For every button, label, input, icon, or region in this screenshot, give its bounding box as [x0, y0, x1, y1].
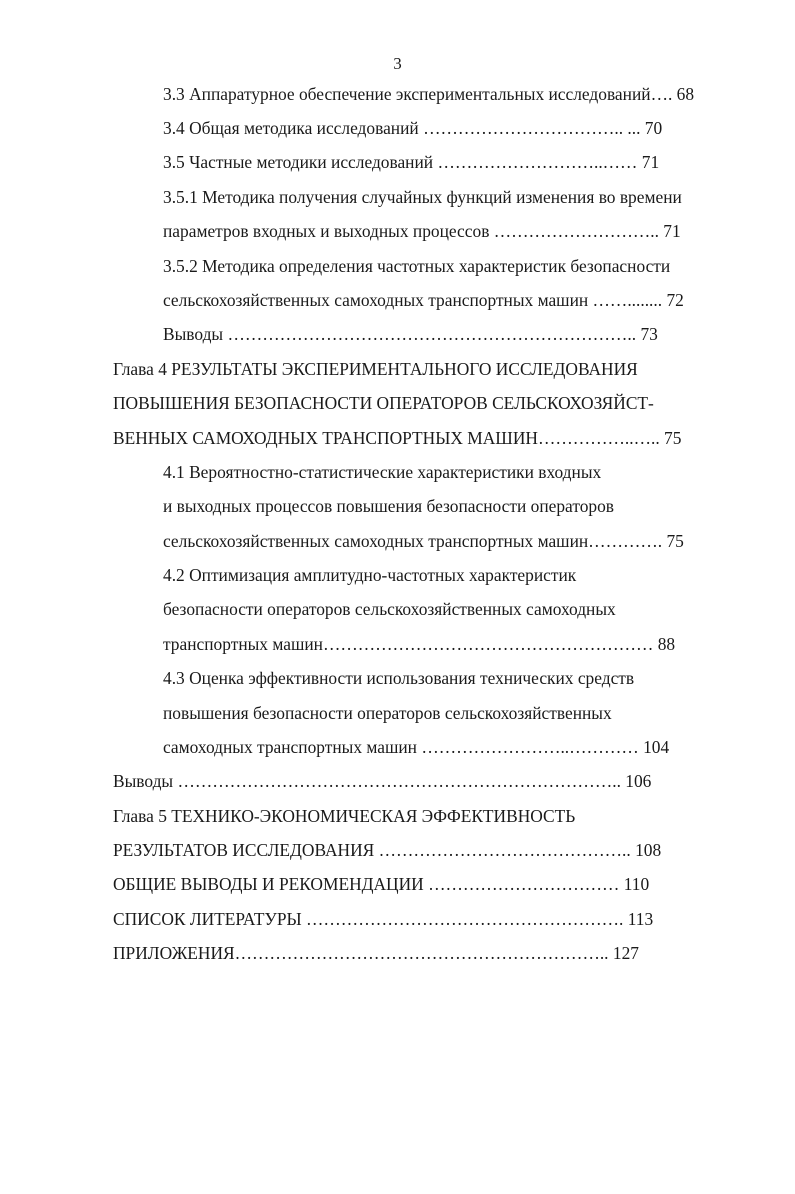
toc-entry-chapter-5-line2: РЕЗУЛЬТАТОВ ИССЛЕДОВАНИЯ …………………………………….. 108 [113, 840, 662, 860]
toc-entry-3-5-2-line1: 3.5.2 Методика определения частотных характеристик безопасности [163, 256, 671, 276]
toc-entry-4-2-line3: транспортных машин………………………………………………… 88 [163, 634, 676, 654]
toc-entry-general-conclusions: ОБЩИЕ ВЫВОДЫ И РЕКОМЕНДАЦИИ …………………………… 110 [113, 874, 650, 894]
toc-entry-3-5-1-line2: параметров входных и выходных процессов ……………………….. 71 [163, 221, 681, 241]
toc-entry-4-1-line2: и выходных процессов повышения безопасности операторов [163, 496, 614, 516]
toc-entry-4-2-line1: 4.2 Оптимизация амплитудно-частотных характеристик [163, 565, 577, 585]
toc-entry-4-3-line2: повышения безопасности операторов сельскохозяйственных [163, 703, 612, 723]
toc-entry-chapter-5-line1: Глава 5 ТЕХНИКО-ЭКОНОМИЧЕСКАЯ ЭФФЕКТИВНОСТЬ [113, 806, 576, 826]
toc-entry-4-3-line3: самоходных транспортных машин ……………………..………… 104 [163, 737, 670, 757]
toc-entry-bibliography: СПИСОК ЛИТЕРАТУРЫ ………………………………………………. 113 [113, 909, 654, 929]
toc-entry-4-1-line1: 4.1 Вероятностно-статистические характеристики входных [163, 462, 602, 482]
toc-entry-3-5: 3.5 Частные методики исследований ………………………..…… 71 [163, 152, 660, 172]
toc-entry-appendices: ПРИЛОЖЕНИЯ……………………………………………………….. 127 [113, 943, 639, 963]
toc-entry-4-3-line1: 4.3 Оценка эффективности использования технических средств [163, 668, 635, 688]
toc-entry-conclusions-ch4: Выводы ………………………………………………………………….. 106 [113, 771, 652, 791]
toc-entry-4-1-line3: сельскохозяйственных самоходных транспортных машин…………. 75 [163, 531, 684, 551]
toc-entry-chapter-4-line3: ВЕННЫХ САМОХОДНЫХ ТРАНСПОРТНЫХ МАШИН……………..….. 75 [113, 428, 682, 448]
toc-entry-chapter-4-line2: ПОВЫШЕНИЯ БЕЗОПАСНОСТИ ОПЕРАТОРОВ СЕЛЬСКОХОЗЯЙСТ- [113, 393, 654, 413]
toc-entry-3-4: 3.4 Общая методика исследований …………………………….. ... 70 [163, 118, 663, 138]
page-number: 3 [393, 54, 402, 73]
toc-entry-chapter-4-line1: Глава 4 РЕЗУЛЬТАТЫ ЭКСПЕРИМЕНТАЛЬНОГО ИССЛЕДОВАНИЯ [113, 359, 638, 379]
toc-entry-4-2-line2: безопасности операторов сельскохозяйственных самоходных [163, 599, 616, 619]
toc-entry-conclusions-ch3: Выводы …………………………………………………………….. 73 [163, 324, 658, 344]
toc-entry-3-5-1-line1: 3.5.1 Методика получения случайных функций изменения во времени [163, 187, 682, 207]
toc-entry-3-5-2-line2: сельскохозяйственных самоходных транспортных машин ……........ 72 [163, 290, 684, 310]
toc-entry-3-3: 3.3 Аппаратурное обеспечение экспериментальных исследований…. 68 [163, 84, 695, 104]
